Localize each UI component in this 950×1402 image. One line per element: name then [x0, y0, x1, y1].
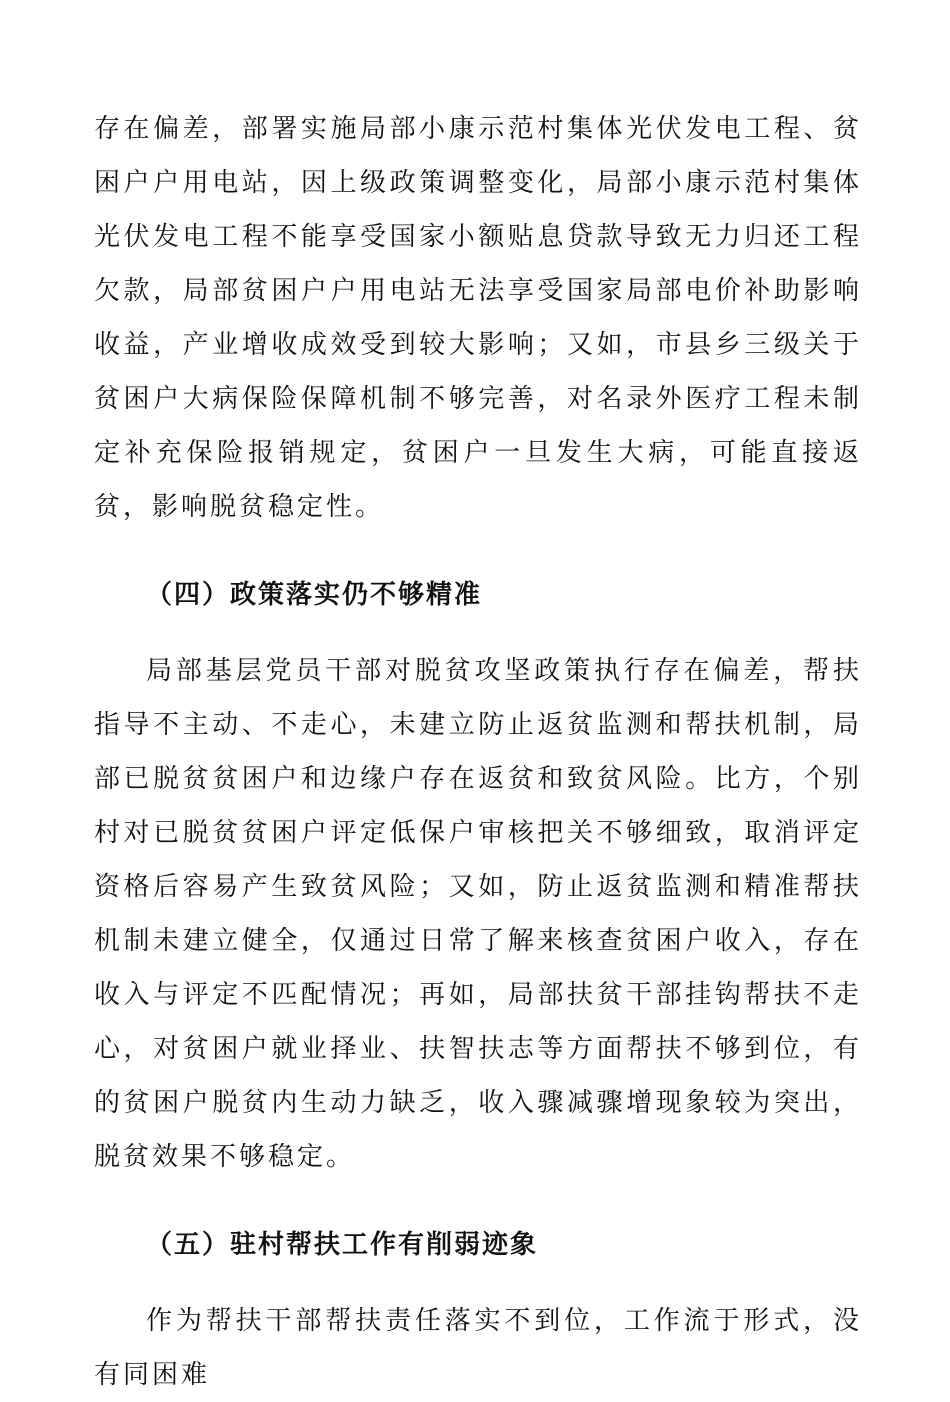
- spacer: [94, 622, 862, 644]
- section-heading-5: （五）驻村帮扶工作有削弱迹象: [146, 1230, 539, 1260]
- body-paragraph-policy: 局部基层党员干部对脱贫攻坚政策执行存在偏差，帮扶指导不主动、不走心，未建立防止返贫监测和帮扶机制，局部已脱贫贫困户和边缘户存在返贫和致贫风险。比方，个别村对已脱贫贫困户评定低保户审核把关不够细致，取消评定资格后容易产生致贫风险；又如，防止返贫监测和精准帮扶机制未建立健全，仅通过日常了解来核查贫困户收入，存在收入与评定不匹配情况；再如，局部扶贫干部挂钩帮扶不走心，对贫困户就业择业、扶智扶志等方面帮扶不够到位，有的贫困户脱贫内生动力缺乏，收入骤减骤增现象较为突出，脱贫效果不够稳定。: [94, 656, 862, 1172]
- section-heading-4: （四）政策落实仍不够精准: [146, 580, 483, 610]
- body-paragraph-village: 作为帮扶干部帮扶责任落实不到位，工作流于形式，没有同困难: [94, 1306, 862, 1390]
- body-paragraph-continued: 存在偏差，部署实施局部小康示范村集体光伏发电工程、贫困户户用电站，因上级政策调整变化，局部小康示范村集体光伏发电工程不能享受国家小额贴息贷款导致无力归还工程欠款，局部贫困户户用电站无法享受国家局部电价补助影响收益，产业增收成效受到较大影响；又如，市县乡三级关于贫困户大病保险保障机制不够完善，对名录外医疗工程未制定补充保险报销规定，贫困户一旦发生大病，可能直接返贫，影响脱贫稳定性。: [94, 114, 862, 522]
- document-body: [94, 102, 862, 1402]
- spacer: [94, 1184, 862, 1218]
- spacer: [94, 1272, 862, 1294]
- spacer: [94, 534, 862, 568]
